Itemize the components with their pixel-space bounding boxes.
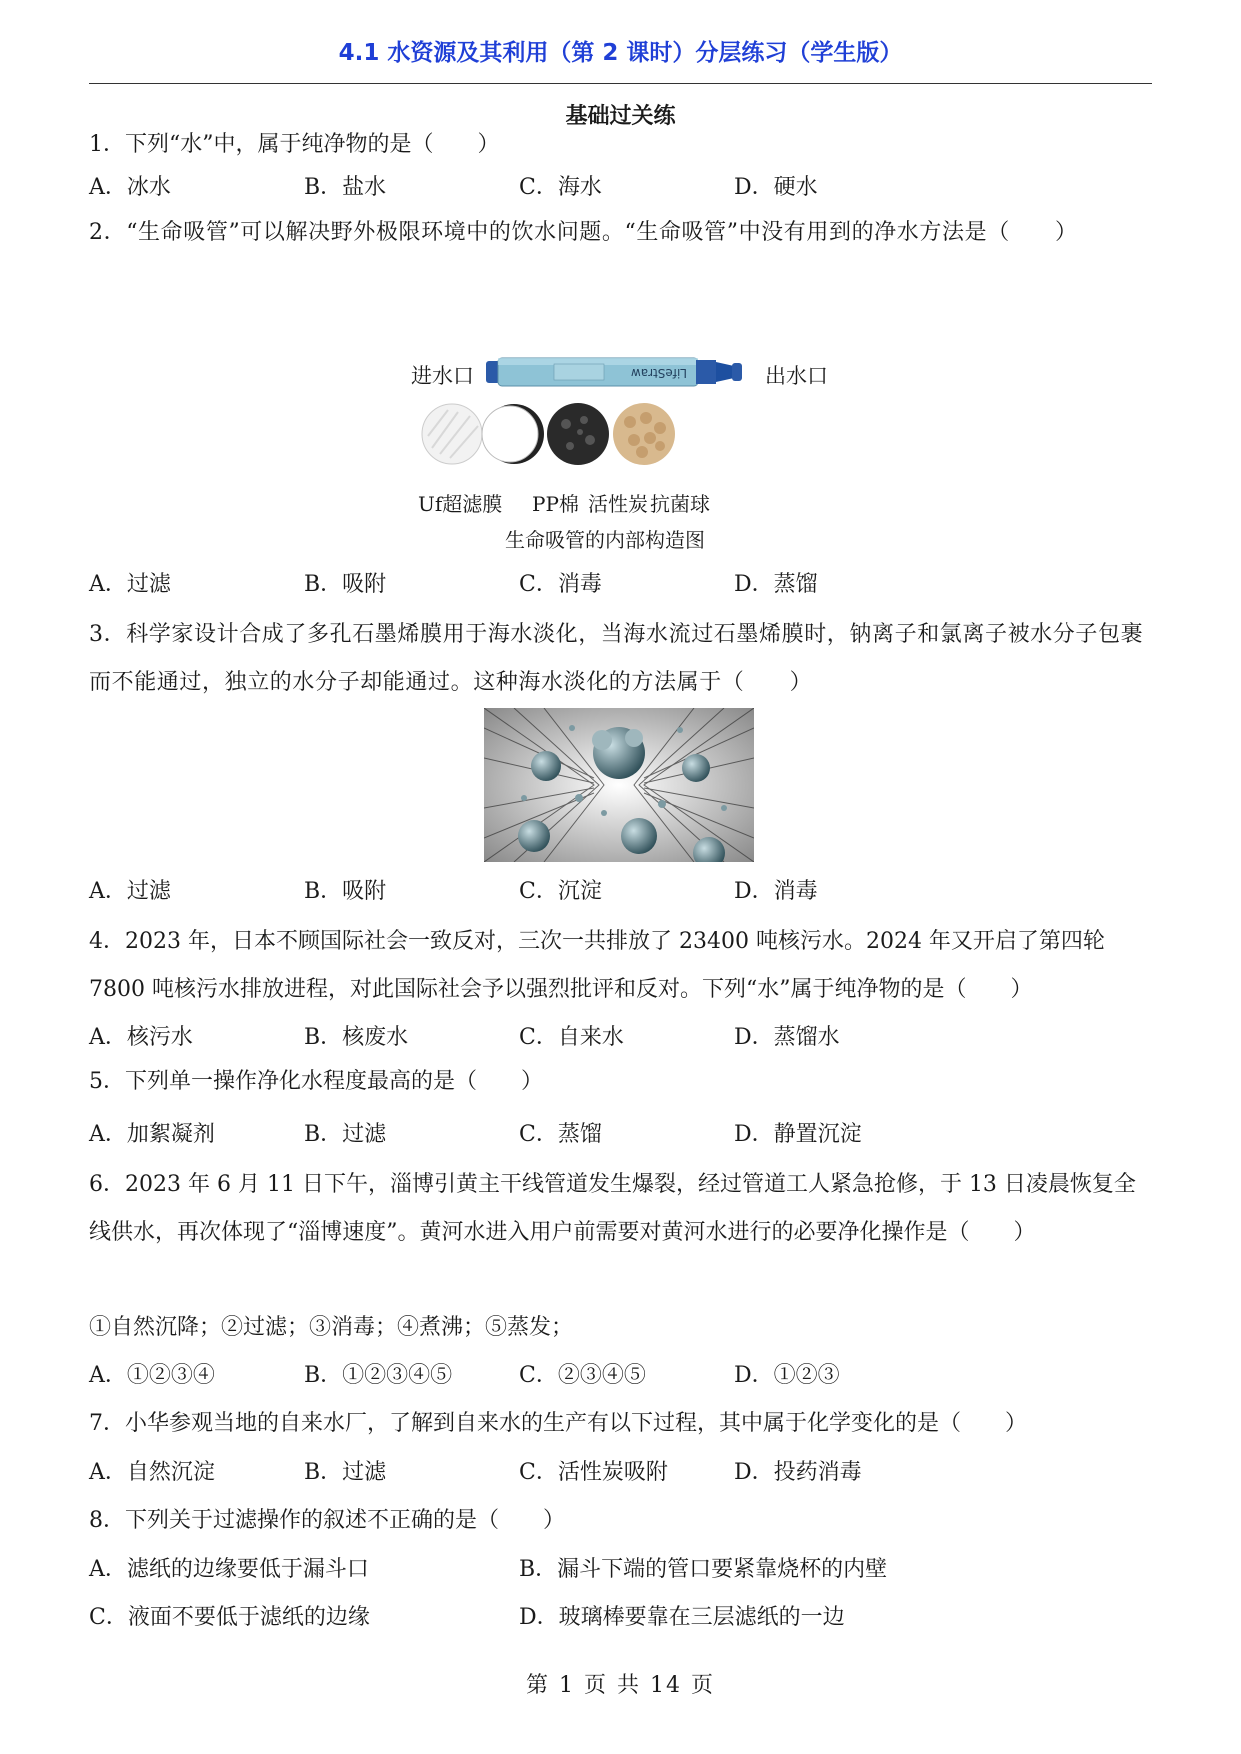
option-b: B．核废水 [304, 1025, 409, 1050]
option-c: C．液面不要低于滤纸的边缘 [89, 1605, 370, 1630]
graphene-membrane-image [484, 708, 754, 862]
question-2-options [89, 570, 1152, 600]
question-5-stem: 5．下列单一操作净化水程度最高的是（ ） [89, 1069, 543, 1094]
option-a: A．滤纸的边缘要低于漏斗口 [89, 1557, 369, 1582]
question-2-stem: 2．“生命吸管”可以解决野外极限环境中的饮水问题。“生命吸管”中没有用到的净水方法是（ ） [89, 220, 1078, 245]
option-a: A．核污水 [89, 1025, 193, 1050]
question-8-stem: 8．下列关于过滤操作的叙述不正确的是（ ） [89, 1508, 565, 1533]
question-3-options [89, 877, 1152, 907]
option-d: D．投药消毒 [734, 1460, 862, 1485]
question-4-stem: 4．2023 年，日本不顾国际社会一致反对，三次一共排放了 23400 吨核污水。2024 年又开启了第四轮 7800 吨核污水排放进程，对此国际社会予以强烈批评和反对。下列“水”属于纯净物的是（ ） [89, 929, 1105, 1002]
section-title: 基础过关练 [565, 104, 676, 129]
option-c: C．海水 [519, 175, 602, 200]
option-b: B．过滤 [304, 1122, 387, 1147]
question-6-stem: 6．2023 年 6 月 11 日下午，淄博引黄主干线管道发生爆裂，经过管道工人紧急抢修，于 13 日凌晨恢复全线供水，再次体现了“淄博速度”。黄河水进入用户前需要对黄河水进行的必要净化操作是（ ） [89, 1172, 1136, 1245]
option-d: D．①②③ [734, 1363, 840, 1388]
option-d: D．消毒 [734, 879, 818, 904]
option-c: C．蒸馏 [519, 1122, 602, 1147]
option-b: B．吸附 [304, 879, 387, 904]
question-5-options [89, 1120, 1152, 1150]
option-a: A．冰水 [89, 175, 171, 200]
header-divider [89, 83, 1152, 84]
question-8-options-row1 [89, 1555, 1152, 1585]
option-c: C．自来水 [519, 1025, 624, 1050]
figure-caption: 生命吸管的内部构造图 [505, 528, 705, 552]
option-d: D．静置沉淀 [734, 1122, 862, 1147]
option-a: A．①②③④ [89, 1363, 215, 1388]
option-b: B．漏斗下端的管口要紧靠烧杯的内壁 [519, 1557, 888, 1582]
option-d: D．蒸馏水 [734, 1025, 840, 1050]
option-d: D．蒸馏 [734, 572, 818, 597]
question-6-options [89, 1361, 1152, 1391]
document-title: 4.1 水资源及其利用（第 2 课时）分层练习（学生版） [338, 40, 903, 66]
option-c: C．沉淀 [519, 879, 602, 904]
option-b: B．盐水 [304, 175, 387, 200]
option-d: D．硬水 [734, 175, 818, 200]
option-b: B．①②③④⑤ [304, 1363, 453, 1388]
option-b: B．吸附 [304, 572, 387, 597]
layer-label-pp: PP棉 [532, 492, 579, 516]
layer-label-carbon: 活性炭 [588, 492, 648, 516]
straw-brand-text: LifeStraw [630, 366, 688, 380]
option-c: C．活性炭吸附 [519, 1460, 668, 1485]
option-c: C．②③④⑤ [519, 1363, 646, 1388]
option-a: A．自然沉淀 [89, 1460, 215, 1485]
option-c: C．消毒 [519, 572, 602, 597]
question-7-options [89, 1458, 1152, 1488]
option-a: A．过滤 [89, 572, 171, 597]
outlet-label: 出水口 [765, 364, 828, 388]
inlet-label: 进水口 [411, 364, 474, 388]
filter-layers-icon [418, 400, 688, 470]
option-d: D．玻璃棒要靠在三层滤纸的一边 [519, 1605, 845, 1630]
question-3-stem: 3．科学家设计合成了多孔石墨烯膜用于海水淡化，当海水流过石墨烯膜时，钠离子和氯离子被水分子包裹而不能通过，独立的水分子却能通过。这种海水淡化的方法属于（ ） [89, 622, 1144, 695]
option-b: B．过滤 [304, 1460, 387, 1485]
option-a: A．加絮凝剂 [89, 1122, 215, 1147]
question-1-options [89, 173, 1152, 203]
straw-illustration [484, 352, 764, 392]
option-a: A．过滤 [89, 879, 171, 904]
question-6-choices: ①自然沉降；②过滤；③消毒；④煮沸；⑤蒸发； [89, 1315, 574, 1340]
question-1-stem: 1．下列“水”中，属于纯净物的是（ ） [89, 132, 500, 157]
page-footer: 第 1 页 共 14 页 [526, 1673, 715, 1698]
question-8-options-row2 [89, 1603, 1152, 1633]
layer-label-ball: 抗菌球 [650, 492, 710, 516]
layer-label-uf: Uf超滤膜 [418, 492, 503, 516]
lifestraw-figure [400, 340, 840, 550]
question-7-stem: 7．小华参观当地的自来水厂，了解到自来水的生产有以下过程，其中属于化学变化的是（ ） [89, 1411, 1028, 1436]
question-4-options [89, 1023, 1152, 1053]
